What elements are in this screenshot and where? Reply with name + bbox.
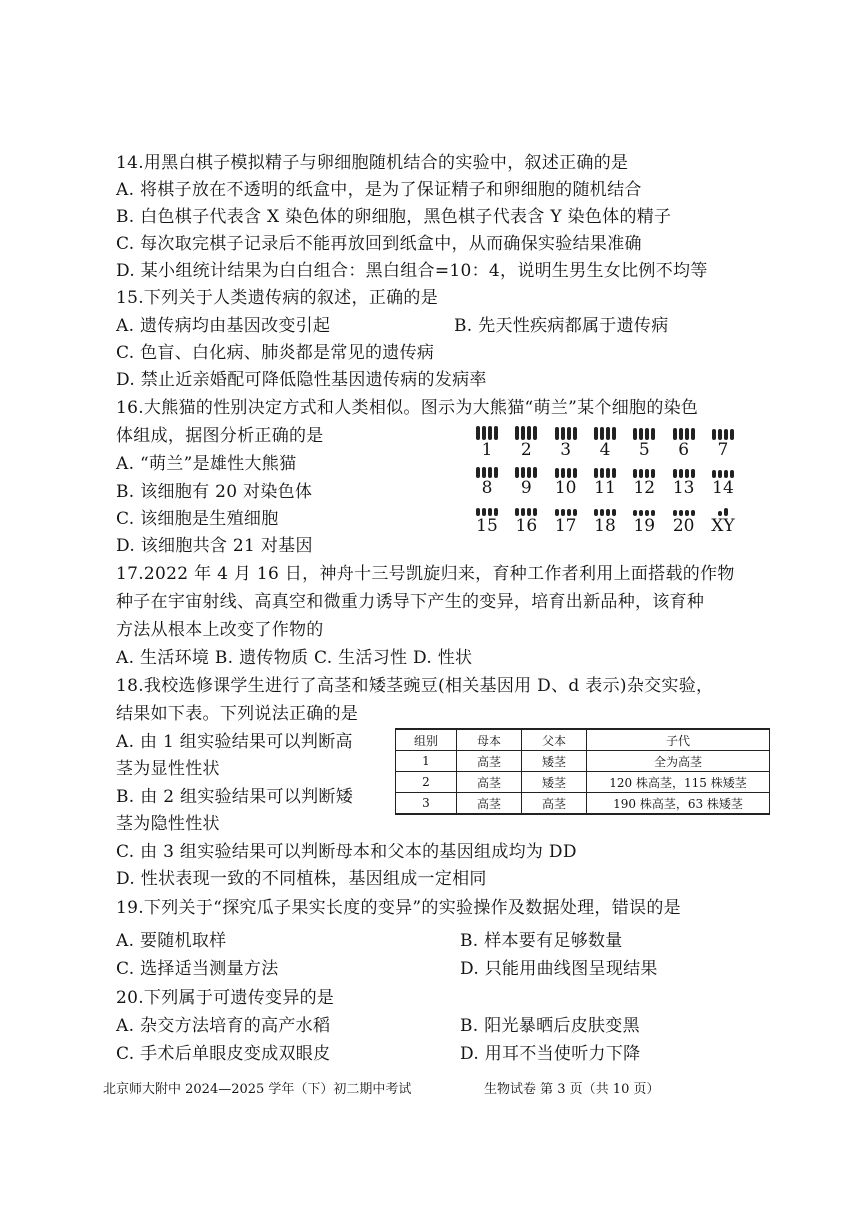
question-line-q18-b1: B. 由 2 组实验结果可以判断矮 — [116, 787, 354, 807]
table-cell: 高茎 — [457, 793, 522, 815]
chromosome-number: 7 — [717, 440, 729, 460]
chromosome-pair — [509, 464, 543, 498]
chromosome-icon — [667, 502, 701, 516]
table-cell: 全为高茎 — [587, 751, 770, 772]
question-line-q20-b: B. 阳光暴晒后皮肤变黑 — [460, 1016, 640, 1036]
table-cell: 高茎 — [457, 772, 522, 793]
question-line-q20-stem: 20.下列属于可遗传变异的是 — [116, 988, 335, 1008]
question-line-q19-c: C. 选择适当测量方法 — [116, 959, 279, 979]
chromosome-pair — [470, 502, 504, 536]
chromosome-pair — [470, 464, 504, 498]
question-line-q14-d: D. 某小组统计结果为白白组合：黑白组合=10：4，说明生男生女比例不均等 — [116, 261, 708, 281]
chromosome-icon — [470, 502, 504, 516]
chromosome-number: 19 — [633, 516, 656, 536]
chromosome-pair — [549, 426, 583, 460]
header-cell: 父本 — [522, 729, 587, 751]
chromosome-pair — [470, 426, 504, 460]
chromosome-number: 9 — [520, 478, 532, 498]
header-cell: 母本 — [457, 729, 522, 751]
question-line-q16-d: D. 该细胞共含 21 对基因 — [116, 536, 313, 556]
table-cell: 矮茎 — [522, 751, 587, 772]
table-cell: 120 株高茎，115 株矮茎 — [587, 772, 770, 793]
chromosome-number: 11 — [594, 478, 616, 498]
chromosome-icon — [706, 502, 740, 516]
question-line-q14-stem: 14.用黑白棋子模拟精子与卵细胞随机结合的实验中，叙述正确的是 — [116, 153, 629, 173]
chromosome-icon — [470, 464, 504, 478]
chromosome-number: 15 — [476, 516, 498, 536]
question-line-q14-b: B. 白色棋子代表含 X 染色体的卵细胞，黑色棋子代表含 Y 染色体的精子 — [116, 207, 672, 227]
chromosome-icon — [509, 426, 543, 440]
chromosome-pair — [509, 502, 543, 536]
chromosome-number: 5 — [638, 440, 650, 460]
chromosome-icon — [509, 464, 543, 478]
question-line-q16-a: A. “萌兰”是雄性大熊猫 — [116, 454, 297, 474]
question-line-q16-stem2: 体组成，据图分析正确的是 — [116, 426, 324, 446]
table-cell: 矮茎 — [522, 772, 587, 793]
karyotype-row — [470, 426, 740, 460]
chromosome-pair — [588, 502, 622, 536]
chromosome-icon — [627, 502, 661, 516]
chromosome-pair — [667, 502, 701, 536]
table-cell: 高茎 — [457, 751, 522, 772]
chromosome-icon — [549, 502, 583, 516]
chromosome-icon — [627, 464, 661, 478]
table-header-row — [396, 729, 770, 751]
chromosome-pair — [667, 426, 701, 460]
question-line-q20-a: A. 杂交方法培育的高产水稻 — [116, 1016, 331, 1036]
chromosome-number: 1 — [481, 440, 493, 460]
chromosome-icon — [549, 426, 583, 440]
chromosome-pair — [667, 464, 701, 498]
question-line-q18-a2: 茎为显性性状 — [116, 759, 220, 779]
chromosome-number: XY — [711, 516, 735, 536]
question-line-q18-d: D. 性状表现一致的不同植株，基因组成一定相同 — [116, 869, 487, 889]
chromosome-number: 3 — [560, 440, 572, 460]
chromosome-number: 20 — [672, 516, 695, 536]
question-line-q14-c: C. 每次取完棋子记录后不能再放回到纸盒中，从而确保实验结果准确 — [116, 234, 642, 254]
question-line-q16-c: C. 该细胞是生殖细胞 — [116, 509, 279, 529]
question-line-q17-stem3: 方法从根本上改变了作物的 — [116, 620, 324, 640]
chromosome-icon — [509, 502, 543, 516]
karyotype-figure — [470, 426, 740, 540]
chromosome-pair — [509, 426, 543, 460]
question-line-q18-stem1: 18.我校选修课学生进行了高茎和矮茎豌豆(相关基因用 D、d 表示)杂交实验， — [116, 676, 714, 696]
question-line-q19-b: B. 样本要有足够数量 — [460, 931, 623, 951]
chromosome-number: 8 — [481, 478, 493, 498]
chromosome-icon — [588, 502, 622, 516]
chromosome-number: 4 — [599, 440, 611, 460]
table-cell: 3 — [396, 793, 457, 815]
table-cell: 1 — [396, 751, 457, 772]
question-line-q19-stem: 19.下列关于“探究瓜子果实长度的变异”的实验操作及数据处理，错误的是 — [116, 898, 681, 918]
question-line-q20-c: C. 手术后单眼皮变成双眼皮 — [116, 1044, 331, 1064]
chromosome-number: 13 — [672, 478, 695, 498]
header-cell: 子代 — [587, 729, 770, 751]
chromosome-number: 18 — [594, 516, 616, 536]
question-line-q18-stem2: 结果如下表。下列说法正确的是 — [116, 704, 359, 724]
chromosome-pair — [706, 464, 740, 498]
chromosome-pair — [588, 464, 622, 498]
chromosome-pair — [549, 502, 583, 536]
question-line-q20-d: D. 用耳不当使听力下降 — [460, 1044, 641, 1064]
chromosome-icon — [549, 464, 583, 478]
header-cell: 组别 — [396, 729, 457, 751]
question-line-q14-a: A. 将棋子放在不透明的纸盒中，是为了保证精子和卵细胞的随机结合 — [116, 180, 642, 200]
question-line-q16-b: B. 该细胞有 20 对染色体 — [116, 482, 313, 502]
chromosome-pair — [627, 502, 661, 536]
chromosome-icon — [667, 464, 701, 478]
question-line-q15-d: D. 禁止近亲婚配可降低隐性基因遗传病的发病率 — [116, 370, 487, 390]
chromosome-number: 12 — [633, 478, 656, 498]
chromosome-icon — [706, 464, 740, 478]
question-line-q15-a: A. 遗传病均由基因改变引起 — [116, 316, 331, 336]
question-line-q19-a: A. 要随机取样 — [116, 931, 227, 951]
table-cell: 2 — [396, 772, 457, 793]
question-line-q15-c: C. 色盲、白化病、肺炎都是常见的遗传病 — [116, 343, 435, 363]
question-line-q15-b: B. 先天性疾病都属于遗传病 — [454, 316, 669, 336]
chromosome-pair — [706, 426, 740, 460]
table-row — [396, 772, 770, 793]
chromosome-icon — [706, 426, 740, 440]
chromosome-icon — [588, 426, 622, 440]
cross-result-table — [395, 728, 770, 815]
table-row — [396, 793, 770, 815]
chromosome-number: 16 — [515, 516, 538, 536]
table-cell: 190 株高茎，63 株矮茎 — [587, 793, 770, 815]
question-line-q18-c: C. 由 3 组实验结果可以判断母本和父本的基因组成均为 DD — [116, 842, 577, 862]
chromosome-number: 17 — [554, 516, 577, 536]
chromosome-icon — [627, 426, 661, 440]
chromosome-number: 6 — [678, 440, 690, 460]
question-line-q17-stem1: 17.2022 年 4 月 16 日，神舟十三号凯旋归来，育种工作者利用上面搭载的作物 — [116, 564, 735, 584]
karyotype-row — [470, 464, 740, 498]
question-line-q17-opts: A. 生活环境 B. 遗传物质 C. 生活习性 D. 性状 — [116, 648, 473, 668]
chromosome-icon — [588, 464, 622, 478]
chromosome-pair — [627, 426, 661, 460]
chromosome-pair — [627, 464, 661, 498]
chromosome-number: 14 — [712, 478, 734, 498]
question-line-q16-stem1: 16.大熊猫的性别决定方式和人类相似。图示为大熊猫“萌兰”某个细胞的染色 — [116, 398, 699, 418]
question-line-q15-stem: 15.下列关于人类遗传病的叙述，正确的是 — [116, 288, 439, 308]
footer-school: 北京师大附中 2024—2025 学年（下）初二期中考试 — [103, 1082, 412, 1097]
question-line-q18-b2: 茎为隐性性状 — [116, 814, 220, 834]
chromosome-number: 10 — [554, 478, 577, 498]
chromosome-number: 2 — [520, 440, 532, 460]
chromosome-pair — [588, 426, 622, 460]
question-line-q18-a1: A. 由 1 组实验结果可以判断高 — [116, 732, 353, 752]
footer-page-number: 生物试卷 第 3 页（共 10 页） — [484, 1082, 660, 1097]
question-line-q19-d: D. 只能用曲线图呈现结果 — [460, 959, 658, 979]
chromosome-icon — [667, 426, 701, 440]
table-row — [396, 751, 770, 772]
chromosome-icon — [470, 426, 504, 440]
chromosome-pair — [549, 464, 583, 498]
question-line-q17-stem2: 种子在宇宙射线、高真空和微重力诱导下产生的变异，培育出新品种，该育种 — [116, 592, 705, 612]
table-cell: 高茎 — [522, 793, 587, 815]
chromosome-pair — [706, 502, 740, 536]
karyotype-row — [470, 502, 740, 536]
